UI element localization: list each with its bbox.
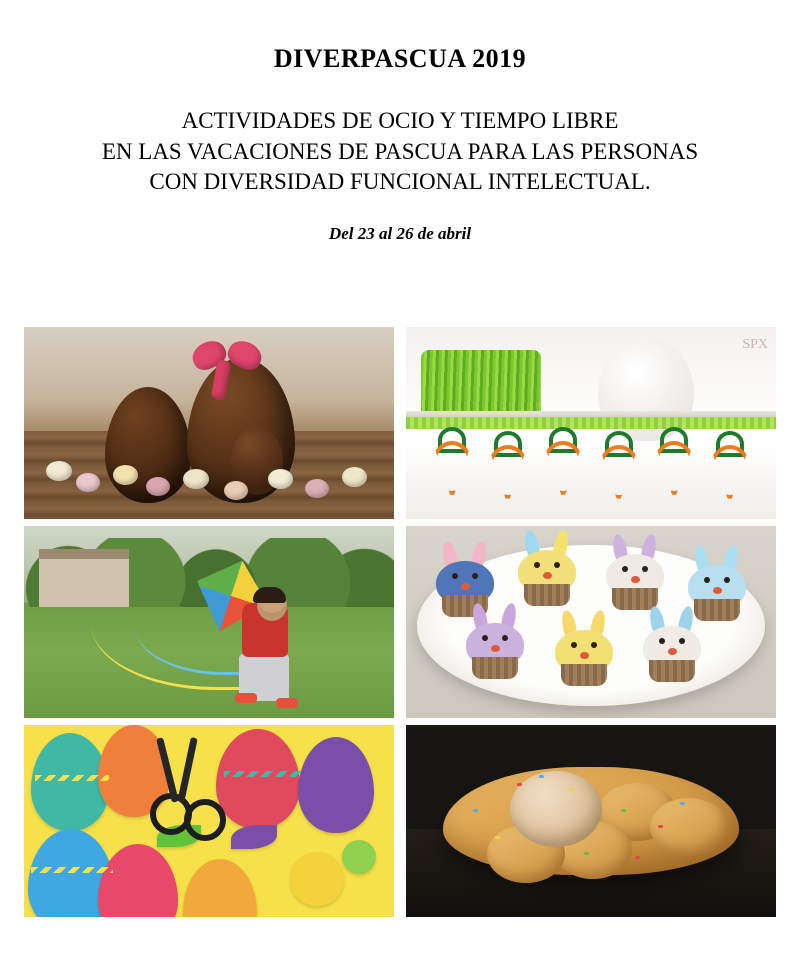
candy-egg: [113, 465, 138, 485]
felt-egg: [98, 844, 178, 917]
sugar-sprinkle: [680, 802, 685, 805]
sugar-sprinkle: [658, 825, 663, 828]
felt-egg: [298, 737, 374, 833]
boy-shoe-right: [276, 698, 298, 708]
subtitle-line-1: ACTIVIDADES DE OCIO Y TIEMPO LIBRE: [181, 108, 619, 133]
sugar-sprinkle: [517, 783, 522, 786]
pipe-cleaner-carrot: [428, 427, 468, 489]
candy-egg: [305, 479, 329, 498]
sugar-sprinkle: [635, 856, 640, 859]
date-range: Del 23 al 26 de abril: [328, 223, 472, 243]
bunny-cupcake: [547, 614, 621, 688]
boy-shoe-left: [235, 693, 257, 703]
bunny-cupcake: [635, 610, 709, 684]
carrot-garland-photo: [406, 327, 776, 519]
subtitle-block: [0, 106, 800, 198]
scissors: [150, 737, 240, 833]
felt-zigzag-trim: [35, 775, 109, 781]
candy-egg: [146, 477, 170, 496]
pink-ribbon-bow: [194, 342, 268, 388]
felt-circle-shape: [290, 852, 344, 906]
easter-bread-photo: [406, 725, 776, 917]
bunny-cupcake: [598, 538, 672, 612]
page-title: DIVERPASCUA 2019: [273, 44, 527, 73]
pipe-cleaner-carrot: [706, 431, 746, 493]
bunny-cupcakes-photo: [406, 526, 776, 718]
felt-easter-eggs-craft-photo: [24, 725, 394, 917]
pipe-cleaner-carrot: [484, 431, 524, 493]
felt-egg: [183, 859, 257, 917]
felt-flower-shape: [342, 840, 376, 874]
house-building: [39, 549, 129, 613]
chocolate-easter-eggs-photo: [24, 327, 394, 519]
subtitle-line-3: CON DIVERSIDAD FUNCIONAL INTELECTUAL.: [149, 169, 651, 195]
candy-egg: [224, 481, 248, 500]
pipe-cleaner-carrot: [650, 427, 690, 489]
boy-flying-kite-photo: [24, 526, 394, 718]
subtitle-line-2: EN LAS VACACIONES DE PASCUA PARA LAS PERSONAS: [101, 138, 699, 164]
boiled-egg: [510, 771, 602, 847]
poster-page: [0, 44, 800, 958]
pipe-cleaner-carrot: [539, 427, 579, 489]
sugar-sprinkle: [539, 775, 544, 778]
watermark-text: SPX: [742, 337, 768, 352]
sugar-sprinkle: [584, 852, 589, 855]
photo-gallery: [24, 327, 776, 917]
candy-egg: [76, 473, 100, 492]
pipe-cleaner-carrot: [595, 431, 635, 493]
bunny-cupcake: [458, 607, 532, 681]
boy-hair: [253, 587, 286, 603]
bunny-cupcake: [510, 534, 584, 608]
felt-zigzag-trim: [31, 867, 113, 873]
